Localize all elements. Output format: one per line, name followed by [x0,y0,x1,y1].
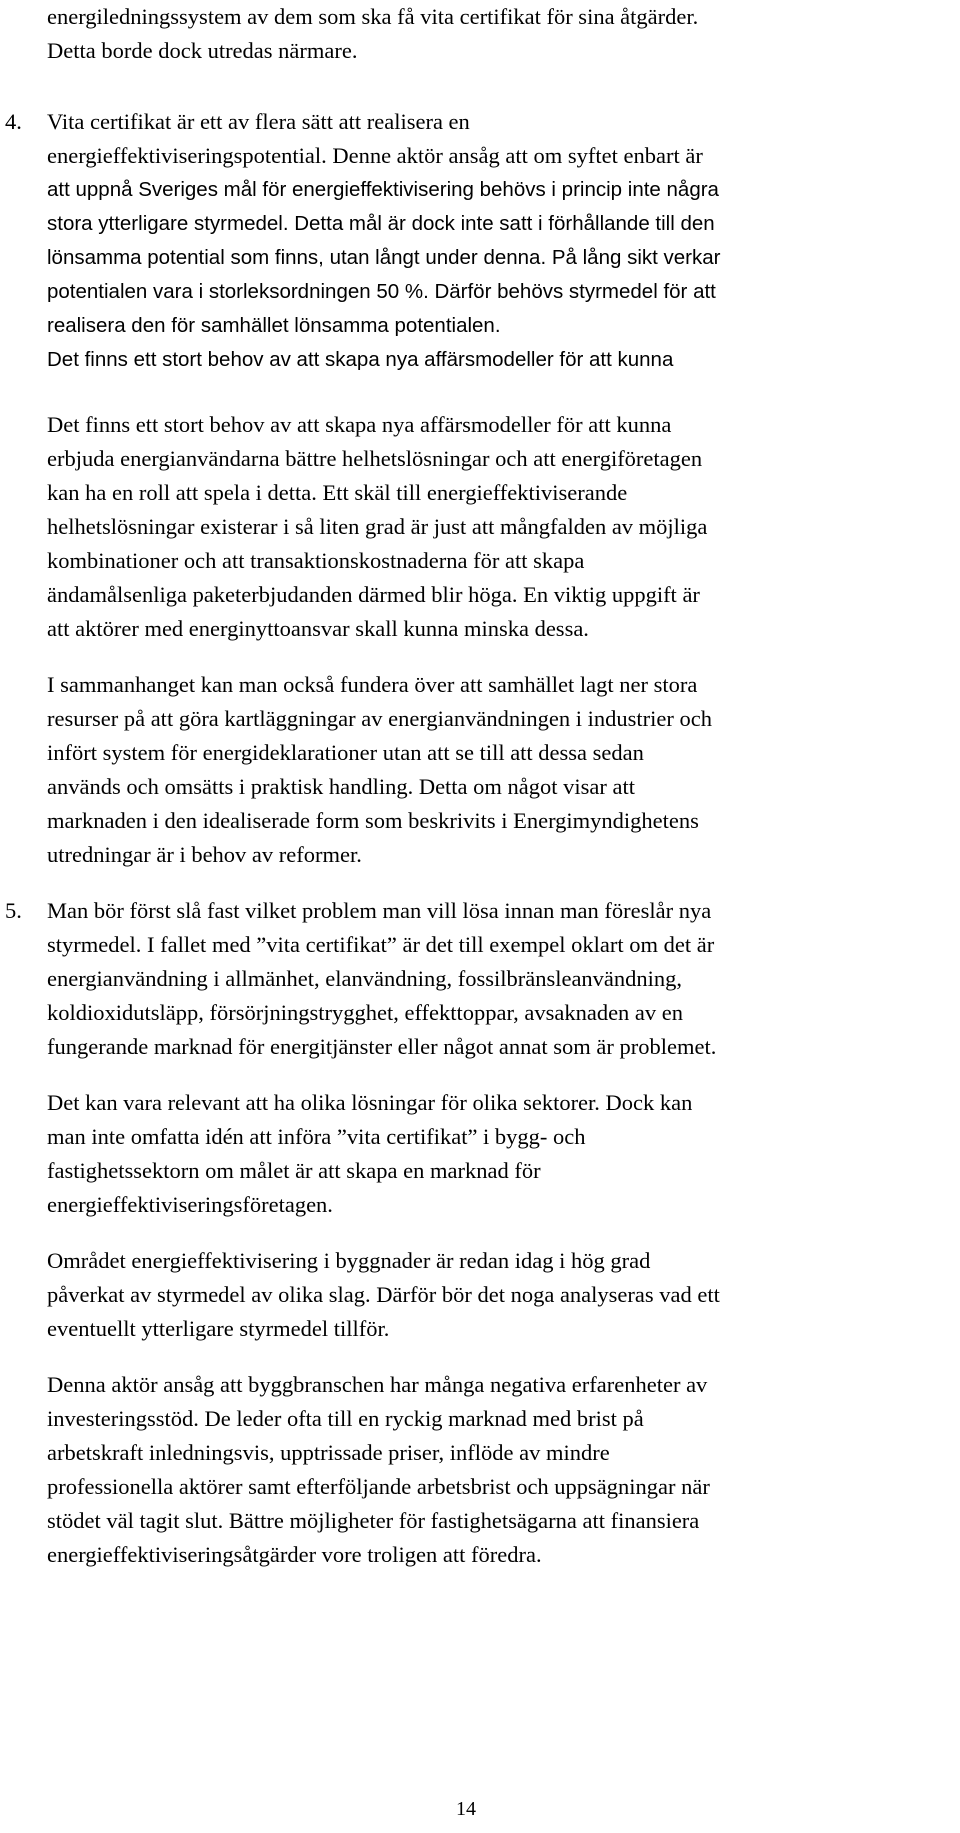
text-line: Det finns ett stort behov av att skapa nya affärsmodeller för att kunna [47,412,672,437]
text-line: arbetskraft inledningsvis, upptrissade priser, inflöde av mindre [47,1440,610,1465]
text-line: styrmedel. I fallet med ”vita certifikat” är det till exempel oklart om det är [47,932,715,957]
text-line: eventuellt ytterligare styrmedel tillför. [47,1316,390,1341]
text-line: realisera den för samhället lönsamma potentialen. [47,314,501,337]
text-line: erbjuda energianvändarna bättre helhetslösningar och att energiföretagen [47,446,703,471]
text-line: resurser på att göra kartläggningar av energianvändningen i industrier och [47,706,712,731]
text-line: utredningar är i behov av reformer. [47,842,362,867]
text-line: Det finns ett stort behov av att skapa nya affärsmodeller för att kunna [47,348,674,371]
page-number: 14 [456,1798,476,1820]
text-line: stödet väl tagit slut. Bättre möjligheter för fastighetsägarna att finansiera [47,1508,700,1533]
text-line: att uppnå Sveriges mål för energieffektivisering behövs i princip inte några [47,178,719,201]
text-line: Man bör först slå fast vilket problem man vill lösa innan man föreslår nya [47,898,712,923]
text-line: energianvändning i allmänhet, elanvändning, fossilbränsleanvändning, [47,966,683,991]
text-line: energiledningssystem av dem som ska få vita certifikat för sina åtgärder. [47,4,699,29]
text-line: energieffektiviseringsföretagen. [47,1192,333,1217]
item-number: 4. [5,109,22,134]
text-line: investeringsstöd. De leder ofta till en ryckig marknad med brist på [47,1406,644,1431]
text-line: fastighetssektorn om målet är att skapa en marknad för [47,1158,541,1183]
text-line: Det kan vara relevant att ha olika lösningar för olika sektorer. Dock kan [47,1090,693,1115]
text-line: marknaden i den idealiserade form som beskrivits i Energimyndighetens [47,808,699,833]
text-line: ändamålsenliga paketerbjudanden därmed blir höga. En viktig uppgift är [47,582,700,607]
item-number: 5. [5,898,22,923]
text-line: kan ha en roll att spela i detta. Ett skäl till energieffektiviserande [47,480,628,505]
text-line: Vita certifikat är ett av flera sätt att realisera en [47,109,470,134]
text-line: Denna aktör ansåg att byggbranschen har många negativa erfarenheter av [47,1372,708,1397]
text-line: I sammanhanget kan man också fundera över att samhället lagt ner stora [47,672,698,697]
text-line: potentialen vara i storleksordningen 50 %. Därför behövs styrmedel för att [47,280,716,303]
text-line: lönsamma potential som finns, utan långt under denna. På lång sikt verkar [47,246,721,269]
text-line: kombinationer och att transaktionskostnaderna för att skapa [47,548,585,573]
text-line: man inte omfatta idén att införa ”vita certifikat” i bygg- och [47,1124,586,1149]
text-line: koldioxidutsläpp, försörjningstrygghet, effekttoppar, avsaknaden av en [47,1000,684,1025]
text-line: används och omsätts i praktisk handling. Detta om något visar att [47,774,636,799]
text-line: helhetslösningar existerar i så liten grad är just att mångfalden av möjliga [47,514,708,539]
text-line: att aktörer med energinyttoansvar skall kunna minska dessa. [47,616,589,641]
text-line: professionella aktörer samt efterföljande arbetsbrist och uppsägningar när [47,1474,710,1499]
text-line: infört system för energideklarationer utan att se till att dessa sedan [47,740,644,765]
text-line: energieffektiviseringspotential. Denne aktör ansåg att om syftet enbart är [47,143,703,168]
text-line: fungerande marknad för energitjänster eller något annat som är problemet. [47,1034,717,1059]
text-line: påverkat av styrmedel av olika slag. Därför bör det noga analyseras vad ett [47,1282,720,1307]
text-line: energieffektiviseringsåtgärder vore troligen att föredra. [47,1542,542,1567]
text-line: Detta borde dock utredas närmare. [47,38,358,63]
text-line: Området energieffektivisering i byggnader är redan idag i hög grad [47,1248,651,1273]
text-line: stora ytterligare styrmedel. Detta mål är dock inte satt i förhållande till den [47,212,715,235]
